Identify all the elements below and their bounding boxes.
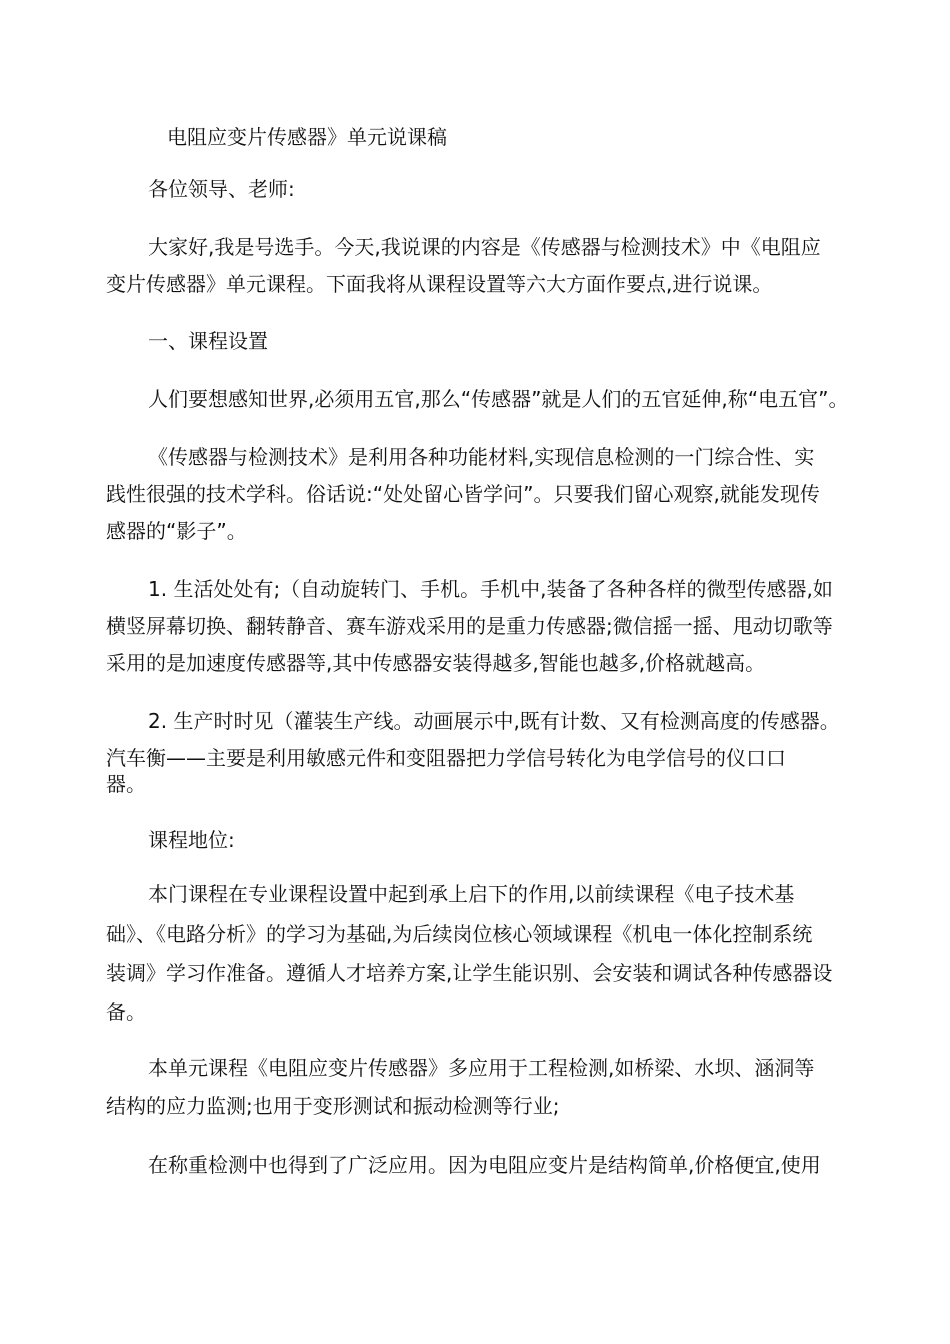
paragraph-line: 变片传感器》单元课程。下面我将从课程设置等六大方面作要点,进行说课。: [106, 272, 773, 296]
paragraph-line: 器。: [106, 772, 146, 796]
list-item-line: 2. 生产时时见（灌装生产线。动画展示中,既有计数、又有检测高度的传感器。: [148, 709, 840, 733]
paragraph-line: 本单元课程《电阻应变片传感器》多应用于工程检测,如桥梁、水坝、涵洞等: [148, 1056, 815, 1080]
section-heading: 课程地位:: [148, 828, 235, 852]
paragraph-line: 本门课程在专业课程设置中起到承上启下的作用,以前续课程《电子技术基: [148, 882, 795, 906]
paragraph-line: 汽车衡——主要是利用敏感元件和变阻器把力学信号转化为电学信号的仪口口: [106, 746, 786, 770]
list-item-line: 1. 生活处处有;（自动旋转门、手机。手机中,装备了各种各样的微型传感器,如: [148, 577, 833, 601]
paragraph-line: 践性很强的技术学科。俗话说:“处处留心皆学问”。只要我们留心观察,就能发现传: [106, 482, 820, 506]
paragraph-line: 《传感器与检测技术》是利用各种功能材料,实现信息检测的一门综合性、实: [148, 445, 815, 469]
greeting-line: 各位领导、老师:: [148, 177, 295, 201]
paragraph-line: 感器的“影子”。: [106, 519, 247, 543]
paragraph-line: 结构的应力监测;也用于变形测试和振动检测等行业;: [106, 1094, 560, 1118]
paragraph-line: 人们要想感知世界,必须用五官,那么“传感器”就是人们的五官延伸,称“电五官”。: [148, 387, 849, 411]
paragraph-line: 备。: [106, 1000, 146, 1024]
paragraph-line: 装调》学习作准备。遵循人才培养方案,让学生能识别、会安装和调试各种传感器设: [106, 961, 833, 985]
section-heading: 一、课程设置: [148, 329, 268, 353]
paragraph-line: 础》、《电路分析》的学习为基础,为后续岗位核心领域课程《机电一体化控制系统: [106, 922, 813, 946]
document-title: 电阻应变片传感器》单元说课稿: [167, 125, 447, 149]
paragraph-line: 在称重检测中也得到了广泛应用。因为电阻应变片是结构简单,价格便宜,使用: [148, 1153, 821, 1177]
paragraph-line: 大家好,我是号选手。今天,我说课的内容是《传感器与检测技术》中《电阻应: [148, 235, 821, 259]
paragraph-line: 采用的是加速度传感器等,其中传感器安装得越多,智能也越多,价格就越高。: [106, 651, 766, 675]
paragraph-line: 横竖屏幕切换、翻转静音、赛车游戏采用的是重力传感器;微信摇一摇、甩动切歌等: [106, 614, 833, 638]
